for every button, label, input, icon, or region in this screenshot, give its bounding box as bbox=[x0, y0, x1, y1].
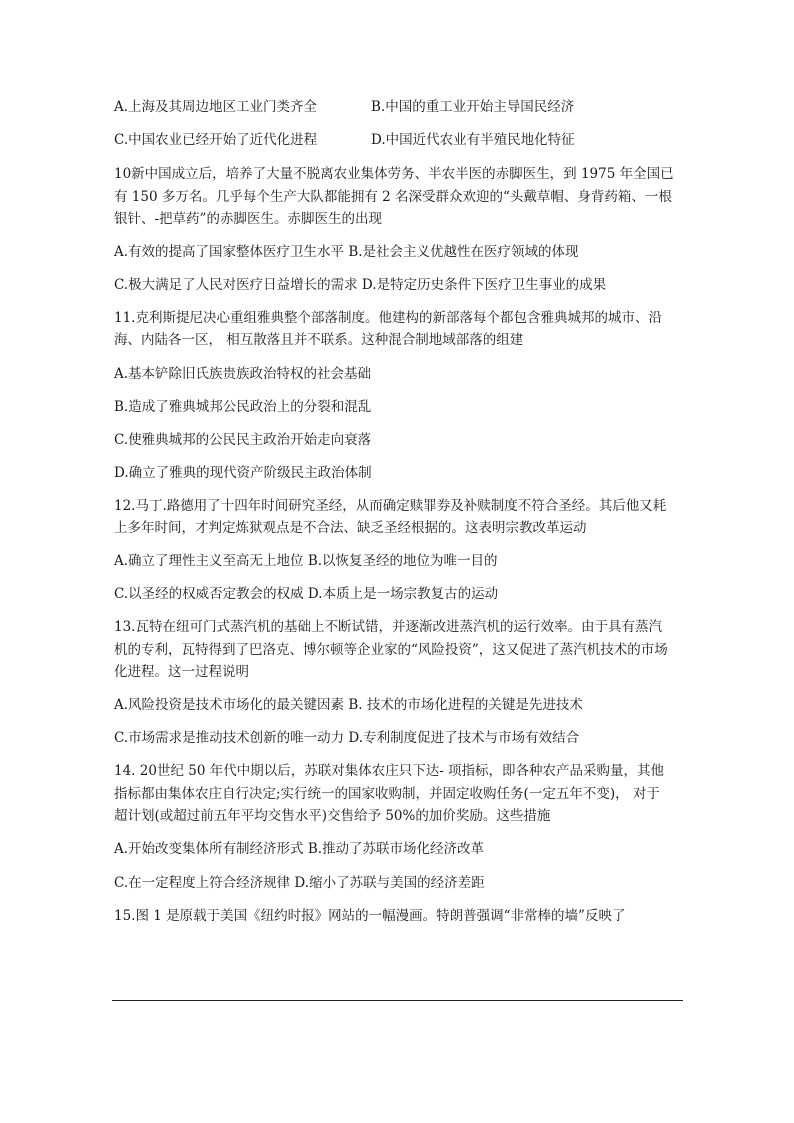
q14-stem-line: 14. 20世纪 50 年代中期以后，苏联对集体农庄只下达- 项指标，即各种农产品采购量，其他 bbox=[114, 763, 665, 779]
q12-stem-line: 12.马丁.路德用了十四年时间研究圣经，从而确定赎罪券及补赎制度不符合圣经。其后他又耗 bbox=[114, 498, 667, 514]
q10-stem-line: 有 150 多万名。几乎每个生产大队都能拥有 2 名深受群众欢迎的“头戴草帽、身背药箱、一根 bbox=[114, 189, 672, 205]
q14-stem-line: 超计划(或超过前五年平均交售水平)交售给予 50%的加价奖励。这些措施 bbox=[114, 808, 551, 824]
q14-option-line: A.开始改变集体所有制经济形式 B.推动了苏联市场化经济改革 bbox=[114, 841, 485, 857]
page-footer-rule bbox=[112, 1000, 683, 1001]
q10-option-line: A.有效的提高了国家整体医疗卫生水平 B.是社会主义优越性在医疗领域的体现 bbox=[114, 244, 579, 260]
q13-stem-line: 化进程。这一过程说明 bbox=[114, 664, 249, 680]
q12-stem-line: 上多年时间，才判定炼狱观点是不合法、缺乏圣经根据的。这表明宗教改革运动 bbox=[114, 520, 587, 536]
q11-option-line: C.使雅典城邦的公民民主政治开始走向衰落 bbox=[114, 432, 372, 448]
q11-option-line: A.基本铲除旧氏族贵族政治特权的社会基础 bbox=[114, 366, 372, 382]
q11-stem-line: 11.克利斯提尼决心重组雅典整个部落制度。他建构的新部落每个都包含雅典城邦的城市、沿 bbox=[114, 310, 662, 326]
q9-option-d: D.中国近代农业有半殖民地化特征 bbox=[371, 132, 575, 148]
q9-option-c: C.中国农业已经开始了近代化进程 bbox=[114, 132, 318, 148]
q11-stem-line: 海、内陆各一区， 相互散落且并不联系。这种混合制地域部落的组建 bbox=[114, 332, 524, 348]
q12-option-line: A.确立了理性主义至高无上地位 B.以恢复圣经的地位为唯一目的 bbox=[114, 553, 498, 569]
q13-option-line: C.市场需求是推动技术创新的唯一动力 D.专利制度促进了技术与市场有效结合 bbox=[114, 730, 580, 746]
q13-option-line: A.风险投资是技术市场化的最关键因素 B. 技术的市场化进程的关键是先进技术 bbox=[114, 697, 583, 713]
q10-stem-line: 10新中国成立后，培养了大量不脱离农业集体劳务、半农半医的赤脚医生，到 1975 年全国已 bbox=[114, 166, 674, 182]
q15-stem-line: 15.图 1 是原载于美国《纽约时报》网站的一幅漫画。特朗普强调“非常棒的墙”反映了 bbox=[114, 908, 626, 924]
q9-option-row bbox=[114, 131, 575, 149]
q12-option-line: C.以圣经的权威否定教会的权威 D.本质上是一场宗教复古的运动 bbox=[114, 586, 499, 602]
q14-stem-line: 指标都由集体农庄自行决定;实行统一的国家收购制，并固定收购任务(一定五年不变)， 对于 bbox=[114, 786, 660, 802]
q11-option-line: B.造成了雅典城邦公民政治上的分裂和混乱 bbox=[114, 399, 372, 415]
q13-stem-line: 13.瓦特在纽可门式蒸汽机的基础上不断试错，并逐渐改进蒸汽机的运行效率。由于具有蒸汽 bbox=[114, 619, 662, 635]
q14-option-line: C.在一定程度上符合经济规律 D.缩小了苏联与美国的经济差距 bbox=[114, 875, 485, 891]
q10-option-line: C.极大满足了人民对医疗日益增长的需求 D.是特定历史条件下医疗卫生事业的成果 bbox=[114, 277, 607, 293]
q9-option-b: B.中国的重工业开始主导国民经济 bbox=[371, 99, 575, 115]
q11-option-line: D.确立了雅典的现代资产阶级民主政治体制 bbox=[114, 465, 372, 481]
q10-stem-line: 银针、-把草药”的赤脚医生。赤脚医生的出现 bbox=[114, 211, 382, 227]
q13-stem-line: 机的专利，瓦特得到了巴洛克、博尔顿等企业家的“风险投资”，这又促进了蒸汽机技术的市场 bbox=[114, 642, 668, 658]
q9-option-row bbox=[114, 98, 575, 116]
q9-option-a: A.上海及其周边地区工业门类齐全 bbox=[114, 99, 318, 115]
